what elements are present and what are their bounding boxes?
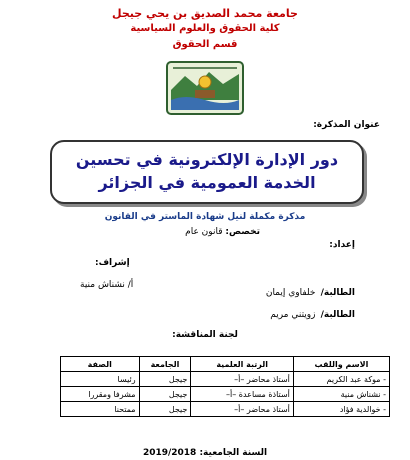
academic-year: السنة الجامعية: 2019/2018 [142, 448, 268, 458]
degree-line: مذكرة مكملة لنيل شهادة الماستر في القانون [104, 212, 306, 222]
table-row [61, 372, 390, 387]
student-label: الطالبة/ [320, 288, 355, 298]
thesis-title: دور الإدارة الإلكترونية في تحسين الخدمة العمومية في الجزائر [75, 150, 339, 192]
specialization [185, 227, 260, 237]
title-box [50, 140, 364, 204]
student-label: الطالبة/ [320, 310, 355, 320]
table-row [61, 402, 390, 417]
specialization-label: تخصص: [225, 227, 260, 237]
member-role: مشرفا ومقررا [61, 387, 140, 402]
member-university: جيجل [139, 387, 191, 402]
department-name: قسم الحقوق [172, 39, 238, 50]
column-header: الصفة [61, 357, 140, 372]
member-rank: أستاذ محاضر –أ– [191, 402, 293, 417]
member-name: - موكة عبد الكريم [293, 372, 389, 387]
table-header-row [61, 357, 390, 372]
supervisor-name: أ/ نشناش منية [80, 280, 134, 290]
member-rank: أستاذ محاضر –أ– [191, 372, 293, 387]
member-university: جيجل [139, 402, 191, 417]
student-name: زويتني مريم [270, 310, 316, 320]
column-header: الاسم واللقب [293, 357, 389, 372]
jury-title: لجنة المناقشة: [172, 330, 238, 340]
member-university: جيجل [139, 372, 191, 387]
member-rank: أستاذة مساعدة –أ– [191, 387, 293, 402]
prepared-by-label: إعداد: [329, 240, 355, 250]
student-1 [266, 280, 355, 299]
member-role: ممتحنا [61, 402, 140, 417]
thesis-title-label: عنوان المذكرة: [313, 120, 380, 130]
member-name: - خوالدية فؤاد [293, 402, 389, 417]
faculty-name: كلية الحقوق والعلوم السياسية [130, 23, 280, 34]
student-name: خلفاوي إيمان [265, 288, 316, 298]
university-logo [165, 60, 245, 116]
member-name: - نشناش منية [293, 387, 389, 402]
university-name: جامعة محمد الصديق بن يحي جيجل [112, 7, 298, 20]
jury-table [60, 356, 390, 417]
table-row [61, 387, 390, 402]
column-header: الرتبة العلمية [191, 357, 293, 372]
column-header: الجامعة [139, 357, 191, 372]
student-2 [270, 302, 355, 321]
specialization-value: قانون عام [185, 227, 223, 237]
supervision-label: إشراف: [95, 258, 130, 268]
member-role: رئيسا [61, 372, 140, 387]
